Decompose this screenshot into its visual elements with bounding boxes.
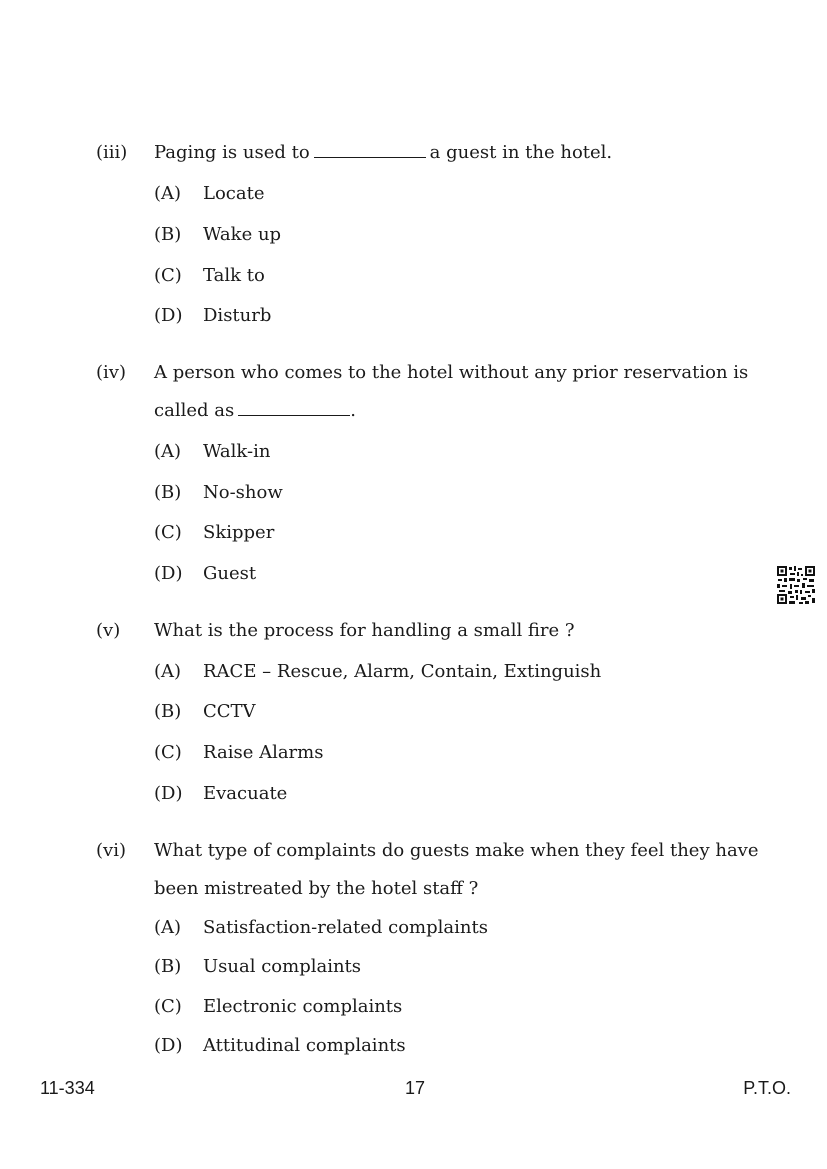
option-letter: (D) [154,305,183,326]
question-text-line1: A person who comes to the hotel without any prior reservation is [154,362,749,383]
option-text: Evacuate [203,783,288,804]
answer-blank [314,156,426,158]
option-text: CCTV [203,701,256,722]
option-letter: (A) [154,183,182,204]
question-text-line2: been mistreated by the hotel staff ? [154,878,479,899]
option-text: Disturb [203,305,272,326]
option-text: Walk-in [203,441,271,462]
option-letter: (D) [154,563,183,584]
please-turn-over: P.T.O. [743,1078,791,1098]
question-text-before: Paging is used to [154,142,310,163]
question-number: (vi) [96,840,126,861]
question-number: (iv) [96,362,126,383]
qr-code-icon [776,565,816,605]
option-text: Satisfaction-related complaints [203,917,488,938]
option-text: Usual complaints [203,956,362,977]
option-letter: (A) [154,441,182,462]
option-text: Guest [203,563,257,584]
option-letter: (C) [154,265,182,286]
option-letter: (B) [154,224,182,245]
option-text: RACE – Rescue, Alarm, Contain, Extinguish [203,661,602,682]
question-text-line1: What type of complaints do guests make when they feel they have [154,840,759,861]
question-text [154,142,612,163]
paper-code: 11-334 [40,1078,95,1098]
option-letter: (C) [154,522,182,543]
option-letter: (D) [154,1035,183,1056]
option-text: Attitudinal complaints [203,1035,406,1056]
option-letter: (A) [154,917,182,938]
question-text-before: called as [154,400,235,421]
question-text: What is the process for handling a small fire ? [154,620,575,641]
option-text: Talk to [203,265,265,286]
question-text-after: . [350,400,356,421]
question-text-after: a guest in the hotel. [429,142,613,163]
option-letter: (B) [154,956,182,977]
option-letter: (B) [154,701,182,722]
option-text: No-show [203,482,283,503]
option-letter: (C) [154,742,182,763]
question-number: (v) [96,620,121,641]
option-letter: (B) [154,482,182,503]
option-text: Wake up [203,224,282,245]
page-number: 17 [405,1078,426,1098]
option-letter: (D) [154,783,183,804]
option-letter: (C) [154,996,182,1017]
question-number: (iii) [96,142,128,163]
option-letter: (A) [154,661,182,682]
option-text: Raise Alarms [203,742,324,763]
option-text: Electronic complaints [203,996,403,1017]
option-text: Skipper [203,522,275,543]
option-text: Locate [203,183,265,204]
question-text-line2 [154,400,356,421]
answer-blank [238,414,350,416]
